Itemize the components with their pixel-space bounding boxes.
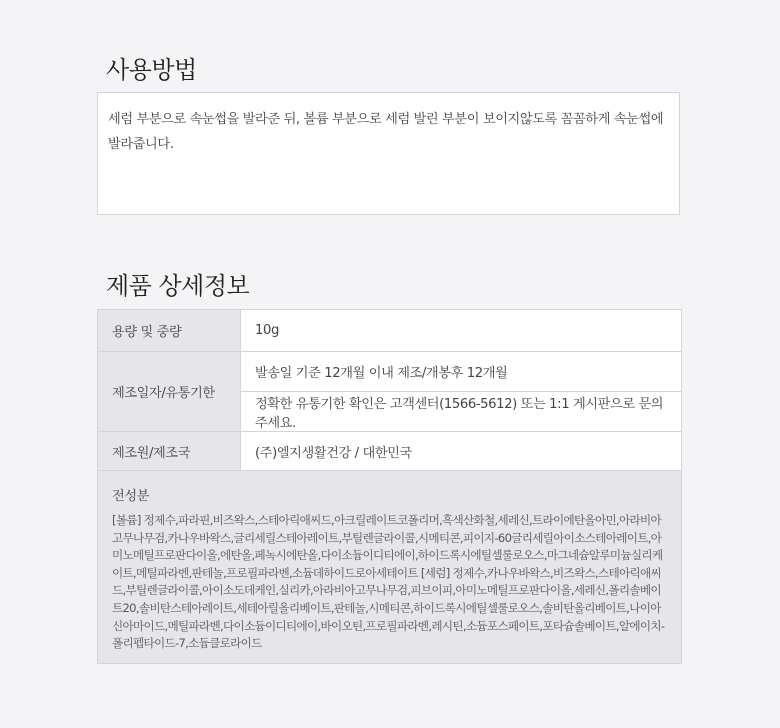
spec-label-expiry: 제조일자/유통기한: [98, 352, 241, 432]
spec-value-volume: 10g: [241, 310, 682, 352]
spec-label-manufacturer: 제조원/제조국: [98, 432, 241, 472]
spec-label-volume: 용량 및 중량: [98, 310, 241, 352]
table-row: [98, 432, 682, 472]
usage-section-title: 사용방법: [106, 56, 197, 84]
spec-table: [97, 309, 682, 472]
table-row: [98, 352, 682, 392]
ingredients-title: 전성분: [112, 489, 150, 504]
ingredients-text: [볼륨] 정제수,파라핀,비즈왁스,스테아릭애씨드,아크릴레이트코폴리머,흑색산화철,세레신,트라이에탄올아민,아라비아고무나무검,카나우바왁스,글리세릴스테아레이트,부틸렌글라이콜,시메티콘,피이지-60글리세릴아이소스테아레이트,아미노메틸프로판다이올,에탄올,페녹시에탄올,다이소듐이디티에이,하이드록시에틸셀룰로오스,마그네슘알루미늄실리케이트,메틸파라벤,판테놀,프로필파라벤,소듐데하이드로아세테이트 [세럼] 정제수,카나우바왁스,비즈왁스,스테아릭애씨드,부틸렌글라이콜,아이소도데케인,실리카,아라비아고무나무검,피브이피,아미노메틸프로판다이올,세레신,폴리솔베이트20,솔비탄스테아레이트,세테아릴올리베이트,판테놀,시메티콘,하이드록시에틸셀룰로오스,솔비탄올리베이트,나이아신아마이드,메틸파라벤,다이소듐이디티에이,바이오틴,프로필파라벤,레시틴,소듐포스페이트,포타슘솔베이트,알에이치-폴리펩타이드-7,소듐클로라이드: [112, 513, 665, 651]
spec-value-expiry: 발송일 기준 12개월 이내 제조/개봉후 12개월: [241, 352, 682, 392]
spec-value-manufacturer: (주)엘지생활건강 / 대한민국: [241, 432, 682, 472]
spec-section-title: 제품 상세정보: [106, 272, 250, 300]
usage-description-text: 세럼 부분으로 속눈썹을 발라준 뒤, 볼륨 부분으로 세럼 발린 부분이 보이지않도록 꼼꼼하게 속눈썹에 발라줍니다.: [108, 112, 664, 152]
spec-value-expiry-note: 정확한 유통기한 확인은 고객센터(1566-5612) 또는 1:1 게시판으로 문의주세요.: [241, 392, 682, 432]
ingredients-panel: [97, 470, 682, 664]
table-row: [98, 310, 682, 352]
usage-description-box: [97, 92, 680, 215]
